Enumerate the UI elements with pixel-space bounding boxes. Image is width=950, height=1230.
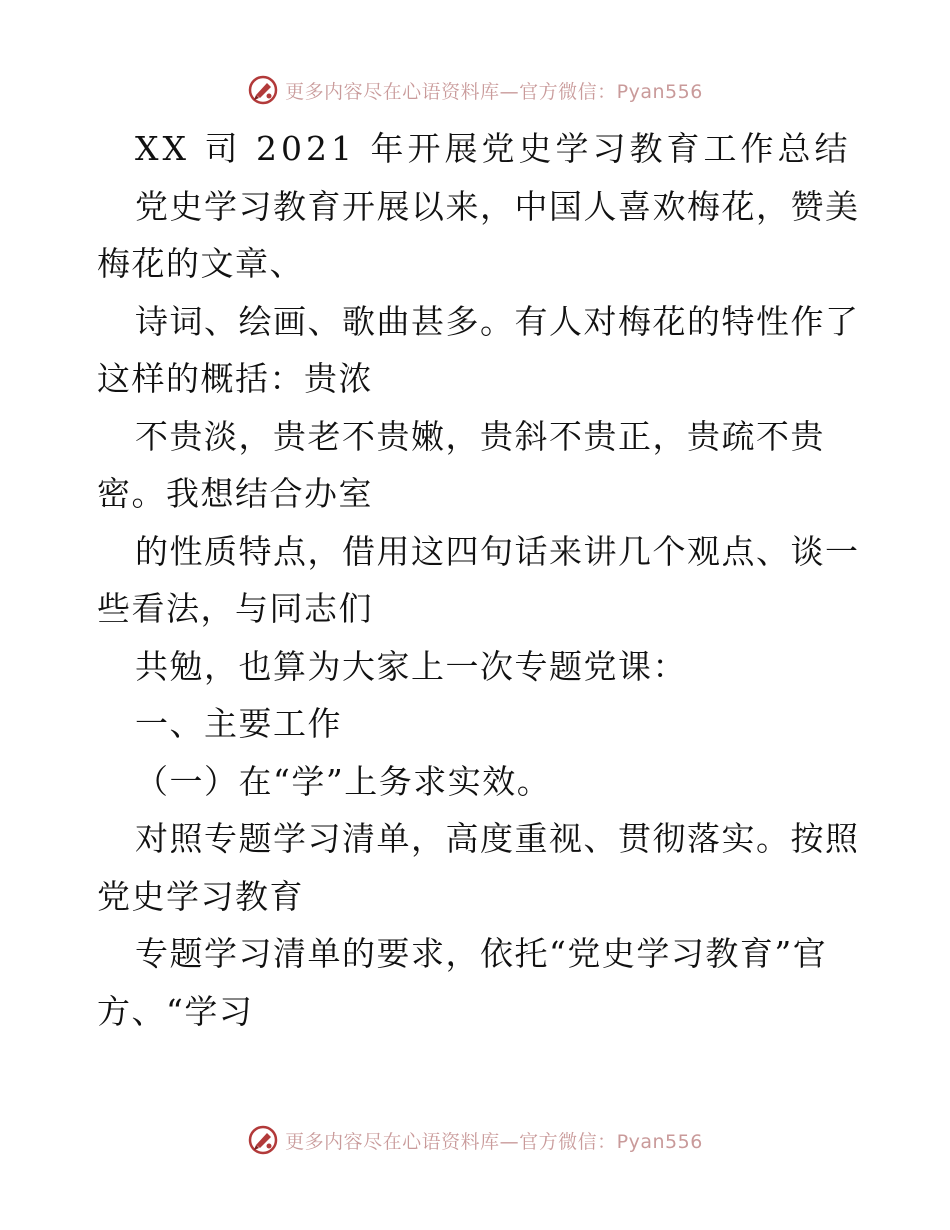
document-line: 这样的概括：贵浓 xyxy=(97,359,373,398)
document-line: （一）在“学”上务求实效。 xyxy=(135,761,552,801)
document-line: 不贵淡，贵老不贵嫩，贵斜不贵正，贵疏不贵 xyxy=(135,416,825,456)
writing-hand-logo-icon xyxy=(247,74,279,106)
document-body xyxy=(97,120,860,1040)
footer-banner xyxy=(0,1120,950,1160)
document-line: 方、“学习 xyxy=(97,991,254,1031)
header-banner xyxy=(0,70,950,110)
footer-banner-text: 更多内容尽在心语资料库—官方微信：Pyan556 xyxy=(285,1130,703,1153)
writing-hand-logo-icon xyxy=(247,1124,279,1156)
document-line: 共勉，也算为大家上一次专题党课： xyxy=(135,646,687,686)
document-line: 对照专题学习清单，高度重视、贯彻落实。按照 xyxy=(135,819,860,858)
document-line: 的性质特点，借用这四句话来讲几个观点、谈一 xyxy=(135,531,860,571)
document-line: 梅花的文章、 xyxy=(97,244,304,283)
document-line: 一、主要工作 xyxy=(135,704,342,743)
document-line: 些看法，与同志们 xyxy=(97,589,373,628)
document-line: 党史学习教育开展以来，中国人喜欢梅花，赞美 xyxy=(135,186,860,226)
document-line: 党史学习教育 xyxy=(97,876,304,916)
header-banner-text: 更多内容尽在心语资料库—官方微信：Pyan556 xyxy=(285,80,703,103)
document-title: XX 司 2021 年开展党史学习教育工作总结 xyxy=(135,129,852,168)
document-line: 诗词、绘画、歌曲甚多。有人对梅花的特性作了 xyxy=(135,301,860,341)
document-line: 专题学习清单的要求，依托“党史学习教育”官 xyxy=(135,934,828,973)
document-line: 密。我想结合办室 xyxy=(97,474,373,513)
